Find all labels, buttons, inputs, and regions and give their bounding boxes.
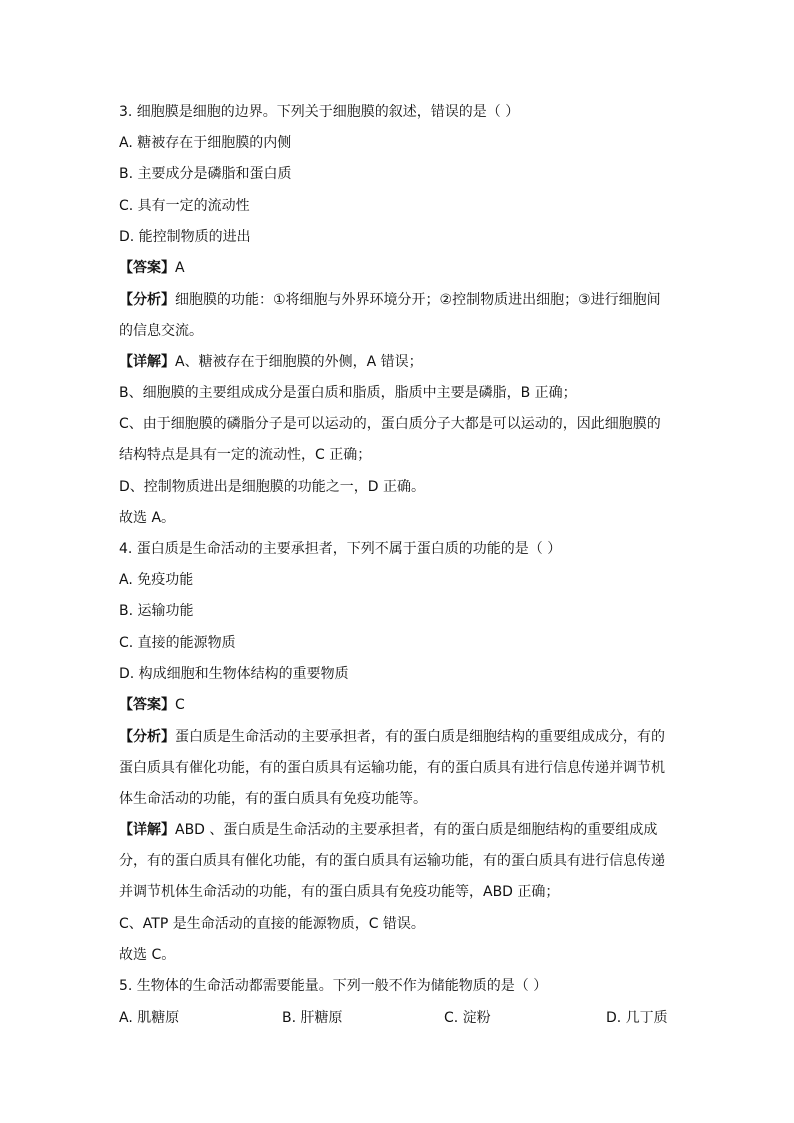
q4-detail-line-2: 分，有的蛋白质具有催化功能，有的蛋白质具有运输功能，有的蛋白质具有进行信息传递 — [119, 853, 665, 869]
q4-detail-line-3: 并调节机体生命活动的功能，有的蛋白质具有免疫功能等，ABD 正确； — [119, 884, 560, 900]
q3-analysis-line-1: 【分析】细胞膜的功能：①将细胞与外界环境分开；②控制物质进出细胞；③进行细胞间 — [119, 292, 661, 308]
analysis-tag: 【分析】 — [119, 729, 175, 745]
q3-detail-line-1: 【详解】A、糖被存在于细胞膜的外侧，A 错误； — [119, 354, 423, 370]
q4-option-c: C. 直接的能源物质 — [119, 635, 236, 651]
answer-tag: 【答案】 — [119, 697, 175, 713]
q3-analysis-line-2: 的信息交流。 — [119, 323, 203, 339]
q3-detail-line-5: D、控制物质进出是细胞膜的功能之一，D 正确。 — [119, 479, 426, 495]
q4-option-a: A. 免疫功能 — [119, 572, 194, 588]
q4-detail-line-5: 故选 C。 — [119, 947, 176, 963]
q3-option-c: C. 具有一定的流动性 — [119, 198, 250, 214]
q4-detail-line-4: C、ATP 是生命活动的直接的能源物质，C 错误。 — [119, 916, 425, 932]
q4-stem: 4. 蛋白质是生命活动的主要承担者，下列不属于蛋白质的功能的是（ ） — [119, 541, 562, 557]
q4-analysis-line-3: 体生命活动的功能，有的蛋白质具有免疫功能等。 — [119, 791, 427, 807]
q3-detail-line-2: B、细胞膜的主要组成成分是蛋白质和脂质，脂质中主要是磷脂，B 正确； — [119, 385, 577, 401]
q4-option-b: B. 运输功能 — [119, 603, 194, 619]
q3-option-b: B. 主要成分是磷脂和蛋白质 — [119, 166, 292, 182]
q5-options-row — [119, 1008, 679, 1028]
q4-analysis-line-2: 蛋白质具有催化功能，有的蛋白质具有运输功能，有的蛋白质具有进行信息传递并调节机 — [119, 760, 665, 776]
q5-stem: 5. 生物体的生命活动都需要能量。下列一般不作为储能物质的是（ ） — [119, 978, 548, 994]
q4-answer — [119, 695, 185, 715]
q3-stem: 3. 细胞膜是细胞的边界。下列关于细胞膜的叙述，错误的是（ ） — [119, 104, 520, 120]
q5-option-c: C. 淀粉 — [444, 1010, 491, 1026]
detail-tag: 【详解】 — [119, 822, 175, 838]
q3-answer — [119, 258, 185, 278]
answer-tag: 【答案】 — [119, 260, 175, 276]
q5-option-b: B. 肝糖原 — [282, 1010, 343, 1026]
q3-detail-line-3: C、由于细胞膜的磷脂分子是可以运动的，蛋白质分子大都是可以运动的，因此细胞膜的 — [119, 416, 661, 432]
q3-detail-line-4: 结构特点是具有一定的流动性，C 正确； — [119, 447, 372, 463]
q4-option-d: D. 构成细胞和生物体结构的重要物质 — [119, 666, 349, 682]
q5-option-a: A. 肌糖原 — [119, 1010, 180, 1026]
q4-detail-line-1: 【详解】ABD 、蛋白质是生命活动的主要承担者，有的蛋白质是细胞结构的重要组成成 — [119, 822, 658, 838]
q3-option-d: D. 能控制物质的进出 — [119, 229, 251, 245]
q3-detail-line-6: 故选 A。 — [119, 510, 176, 526]
q3-option-a: A. 糖被存在于细胞膜的内侧 — [119, 135, 292, 151]
answer-value: C — [175, 697, 185, 713]
q5-option-d: D. 几丁质 — [606, 1010, 668, 1026]
detail-tag: 【详解】 — [119, 354, 175, 370]
answer-value: A — [175, 260, 185, 276]
q4-analysis-line-1: 【分析】蛋白质是生命活动的主要承担者，有的蛋白质是细胞结构的重要组成成分，有的 — [119, 729, 665, 745]
analysis-tag: 【分析】 — [119, 292, 175, 308]
